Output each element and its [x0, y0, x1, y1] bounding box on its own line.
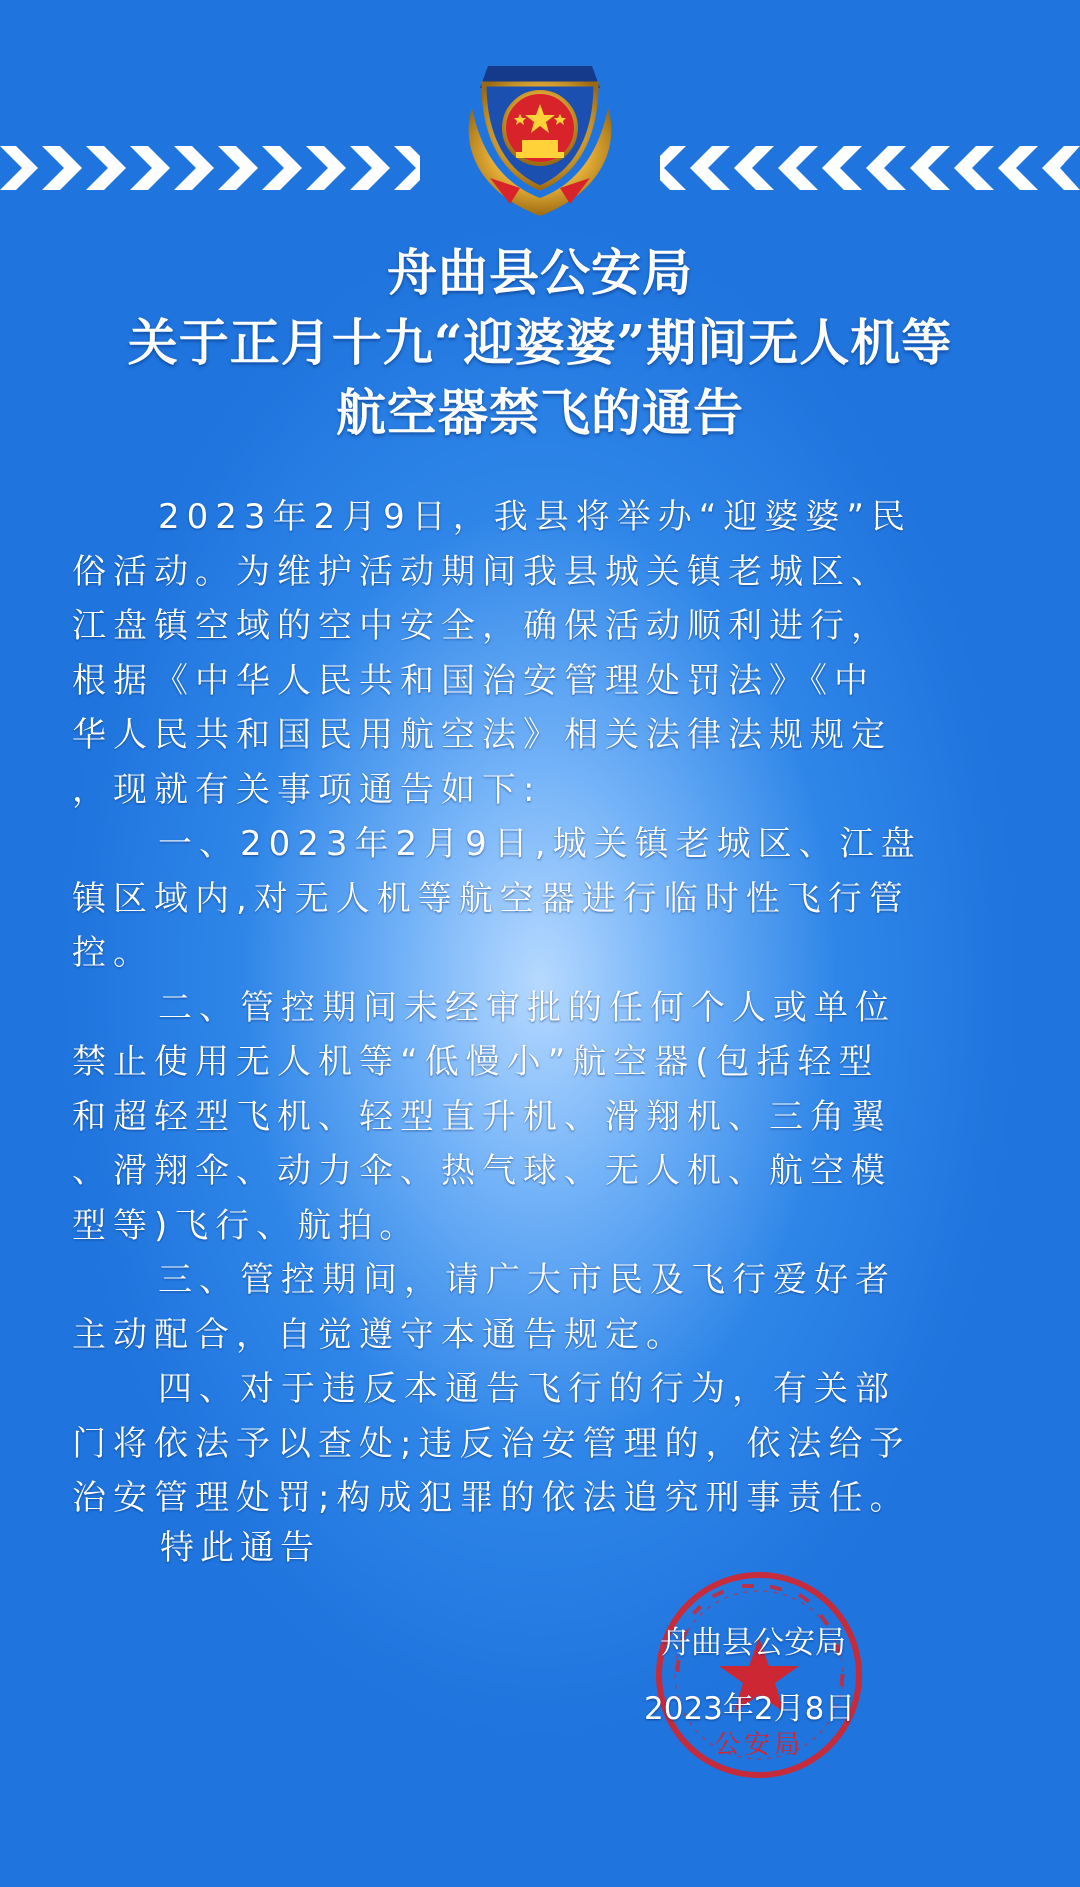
body-line: 治安管理处罚;构成犯罪的依法追究刑事责任。 [72, 1478, 911, 1518]
notice-title [0, 238, 1080, 448]
signature-date: 2023年2月8日 [644, 1691, 856, 1727]
chevron-row-left [0, 140, 420, 196]
seal-text: 公安局 [713, 1730, 805, 1760]
body-line: 和超轻型飞机、轻型直升机、滑翔机、三角翼 [72, 1096, 892, 1137]
body-line: 主动配合，自觉遵守本通告规定。 [72, 1314, 687, 1355]
body-line: 控。 [72, 933, 154, 973]
closing-text: 特此通告 [160, 1528, 320, 1568]
body-line: 型等)飞行、航拍。 [72, 1205, 421, 1246]
signer-org: 舟曲县公安局 [660, 1625, 846, 1661]
body-line: 一、2023年2月9日,城关镇老城区、江盘 [158, 824, 922, 864]
body-line: 镇区域内,对无人机等航空器进行临时性飞行管 [72, 878, 910, 919]
title-line-2: 关于正月十九“迎婆婆”期间无人机等 [127, 313, 953, 372]
title-line-1: 舟曲县公安局 [387, 243, 693, 302]
body-line: 华人民共和国民用航空法》相关法律法规规定 [72, 715, 892, 755]
body-line: 江盘镇空域的空中安全，确保活动顺利进行， [72, 606, 892, 646]
chevron-row-right [660, 140, 1080, 196]
title-line-3: 航空器禁飞的通告 [336, 383, 744, 442]
body-line: 四、对于违反本通告飞行的行为，有关部 [158, 1369, 896, 1409]
police-emblem-icon [450, 48, 630, 223]
body-line: 二、管控期间未经审批的任何个人或单位 [158, 987, 896, 1028]
body-line: 根据《中华人民共和国治安管理处罚法》《中 [72, 660, 875, 701]
body-line: ，现就有关事项通告如下: [72, 769, 542, 810]
body-line: 禁止使用无人机等“低慢小”航空器(包括轻型 [72, 1042, 880, 1082]
body-line: 、滑翔伞、动力伞、热气球、无人机、航空模 [72, 1151, 892, 1191]
body-line: 三、管控期间，请广大市民及飞行爱好者 [158, 1260, 896, 1300]
body-line: 门将依法予以查处;违反治安管理的，依法给予 [72, 1423, 911, 1464]
body-line: 2023年2月9日，我县将举办“迎婆婆”民 [158, 497, 913, 537]
notice-body [72, 490, 992, 1526]
official-seal-icon [652, 1568, 866, 1782]
body-line: 俗活动。为维护活动期间我县城关镇老城区、 [72, 551, 892, 592]
